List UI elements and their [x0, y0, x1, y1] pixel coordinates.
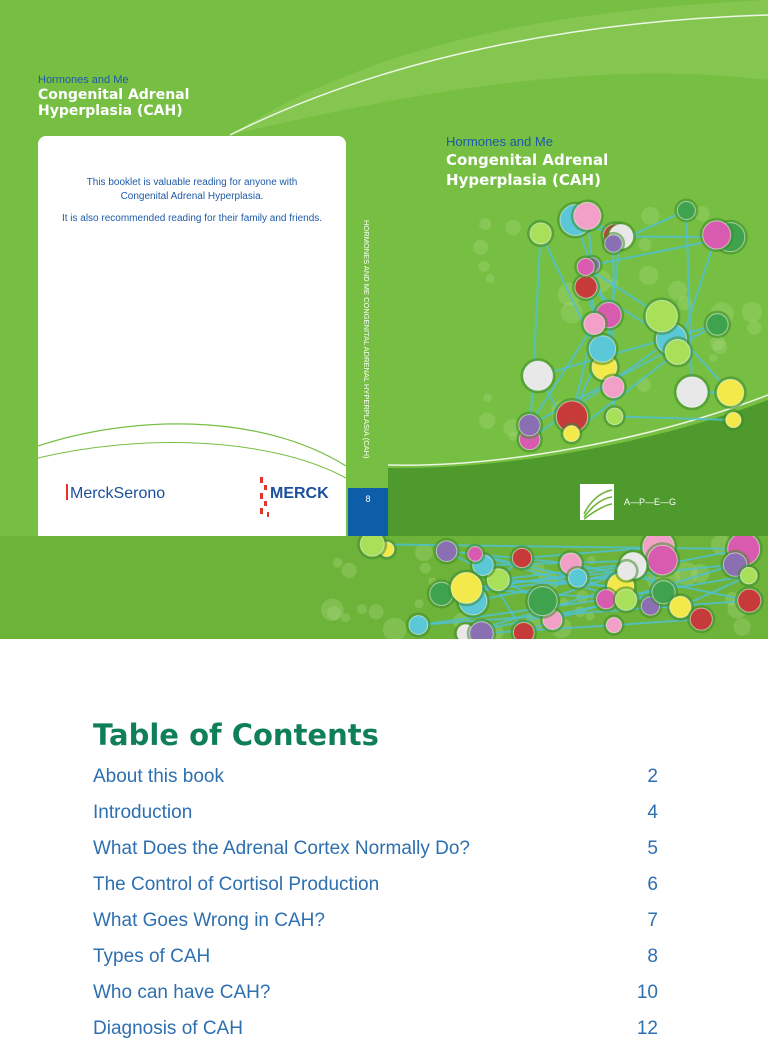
apeg-wordmark: A—P—E—G — [624, 497, 676, 507]
panel-text-line3: It is also recommended reading for their family and friends. — [38, 212, 346, 226]
background-bubble — [638, 238, 651, 251]
spine-title-text: HORMONES AND ME CONGENITAL ADRENAL HYPERPLASIA (CAH) — [362, 220, 371, 459]
front-title-line2: Hyperplasia (CAH) — [446, 170, 686, 190]
merck-serono-logo — [66, 484, 165, 503]
molecule-atom — [606, 618, 621, 633]
background-bubble — [733, 618, 750, 635]
molecule-atom — [740, 567, 757, 584]
back-cover-panel — [38, 136, 346, 536]
toc-entry-label: Introduction — [93, 801, 192, 825]
panel-text-line2: Congenital Adrenal Hyperplasia. — [38, 190, 346, 204]
merck-serono-label: MerckSerono — [70, 485, 165, 502]
molecule-atom — [528, 587, 557, 616]
front-cover-title — [446, 150, 686, 190]
molecule-atom — [589, 336, 615, 362]
molecule-atom — [577, 258, 594, 275]
back-series-label: Hormones and Me — [38, 74, 129, 86]
molecule-atom — [670, 596, 691, 617]
background-bubble — [342, 563, 357, 578]
molecule-atom — [584, 313, 605, 334]
molecule-atom — [690, 608, 712, 630]
molecule-atom — [568, 569, 586, 587]
toc-entry-page: 6 — [647, 873, 658, 897]
toc-title: Table of Contents — [93, 718, 379, 752]
background-bubble — [327, 606, 341, 620]
background-bubble — [415, 544, 433, 562]
background-bubble — [742, 302, 762, 322]
molecule-atom — [564, 426, 580, 442]
background-bubble — [747, 320, 761, 334]
background-bubble — [486, 274, 495, 283]
background-bubble — [483, 394, 492, 403]
toc-entry-label: What Goes Wrong in CAH? — [93, 909, 325, 933]
molecule-atom — [451, 573, 482, 604]
merck-logo-label: MERCK — [270, 485, 329, 503]
back-cover-title — [38, 87, 258, 119]
background-bubble — [333, 558, 343, 568]
molecule-illustration — [473, 198, 762, 452]
molecule-atom — [519, 414, 540, 435]
molecule-atom — [726, 412, 741, 427]
molecule-atom — [512, 548, 531, 567]
background-bubble — [369, 604, 384, 619]
molecule-strip-illustration — [0, 536, 768, 639]
background-bubble — [415, 599, 424, 608]
background-bubble — [709, 354, 717, 362]
molecule-atom — [603, 377, 624, 398]
molecule-atom — [665, 339, 690, 364]
molecule-atom — [677, 377, 708, 408]
molecule-atom — [707, 314, 729, 336]
toc-entry-label: The Control of Cortisol Production — [93, 873, 379, 897]
background-bubble — [587, 556, 595, 564]
molecule-atom — [738, 589, 761, 612]
panel-text-line1: This booklet is valuable reading for anyone with — [38, 176, 346, 190]
molecule-atom — [574, 202, 601, 229]
molecule-atom — [530, 223, 551, 244]
toc-entry-page: 10 — [637, 981, 658, 1005]
background-bubble — [479, 261, 490, 272]
front-title-line1: Congenital Adrenal — [446, 150, 686, 170]
molecule-atom — [618, 562, 636, 580]
toc-entry-page: 7 — [647, 909, 658, 933]
back-title-line2: Hyperplasia (CAH) — [38, 103, 258, 119]
background-bubble — [479, 218, 491, 230]
toc-entry-label: What Does the Adrenal Cortex Normally Do? — [93, 837, 470, 861]
background-bubble — [641, 207, 659, 225]
toc-entry-label: Diagnosis of CAH — [93, 1017, 243, 1041]
molecule-atom — [646, 300, 678, 332]
background-bubble — [357, 604, 367, 614]
molecule-atom — [468, 547, 483, 562]
toc-entry-page: 5 — [647, 837, 658, 861]
strip-molecules — [321, 536, 764, 639]
molecule-atom — [677, 201, 695, 219]
background-bubble — [383, 618, 407, 639]
molecule-atom — [615, 589, 636, 610]
toc-entry-page: 12 — [637, 1017, 658, 1041]
toc-entry-page: 2 — [647, 765, 658, 789]
back-title-line1: Congenital Adrenal — [38, 87, 258, 103]
toc-entry-label: About this book — [93, 765, 224, 789]
toc-entry-page: 8 — [647, 945, 658, 969]
spine-title — [348, 220, 388, 460]
molecule-atom — [703, 221, 731, 249]
molecule-atom — [409, 616, 428, 635]
molecule-atom — [605, 235, 622, 252]
background-bubble — [668, 281, 687, 300]
molecule-atom — [575, 276, 597, 298]
toc-entry-label: Who can have CAH? — [93, 981, 270, 1005]
molecule-atom — [648, 545, 678, 575]
panel-wave-lines — [38, 406, 346, 486]
background-bubble — [420, 563, 431, 574]
background-bubble — [473, 240, 488, 255]
front-series-label: Hormones and Me — [446, 134, 553, 149]
merck-serono-mark — [66, 484, 68, 500]
molecule-atom — [717, 379, 744, 406]
background-bubble — [639, 266, 658, 285]
background-bubble — [637, 378, 651, 392]
background-bubble — [479, 413, 495, 429]
molecule-atom — [436, 541, 457, 562]
apeg-logo-icon — [580, 484, 614, 520]
molecule-atom — [360, 536, 384, 556]
molecule-atom — [523, 361, 552, 390]
background-bubble — [505, 220, 521, 236]
background-bubble — [509, 433, 518, 442]
spine-number: 8 — [348, 494, 388, 504]
molecule-strip — [0, 536, 768, 639]
molecule-atom — [606, 408, 623, 425]
molecule-atom — [513, 622, 534, 639]
toc-entry-page: 4 — [647, 801, 658, 825]
toc-entry-label: Types of CAH — [93, 945, 210, 969]
